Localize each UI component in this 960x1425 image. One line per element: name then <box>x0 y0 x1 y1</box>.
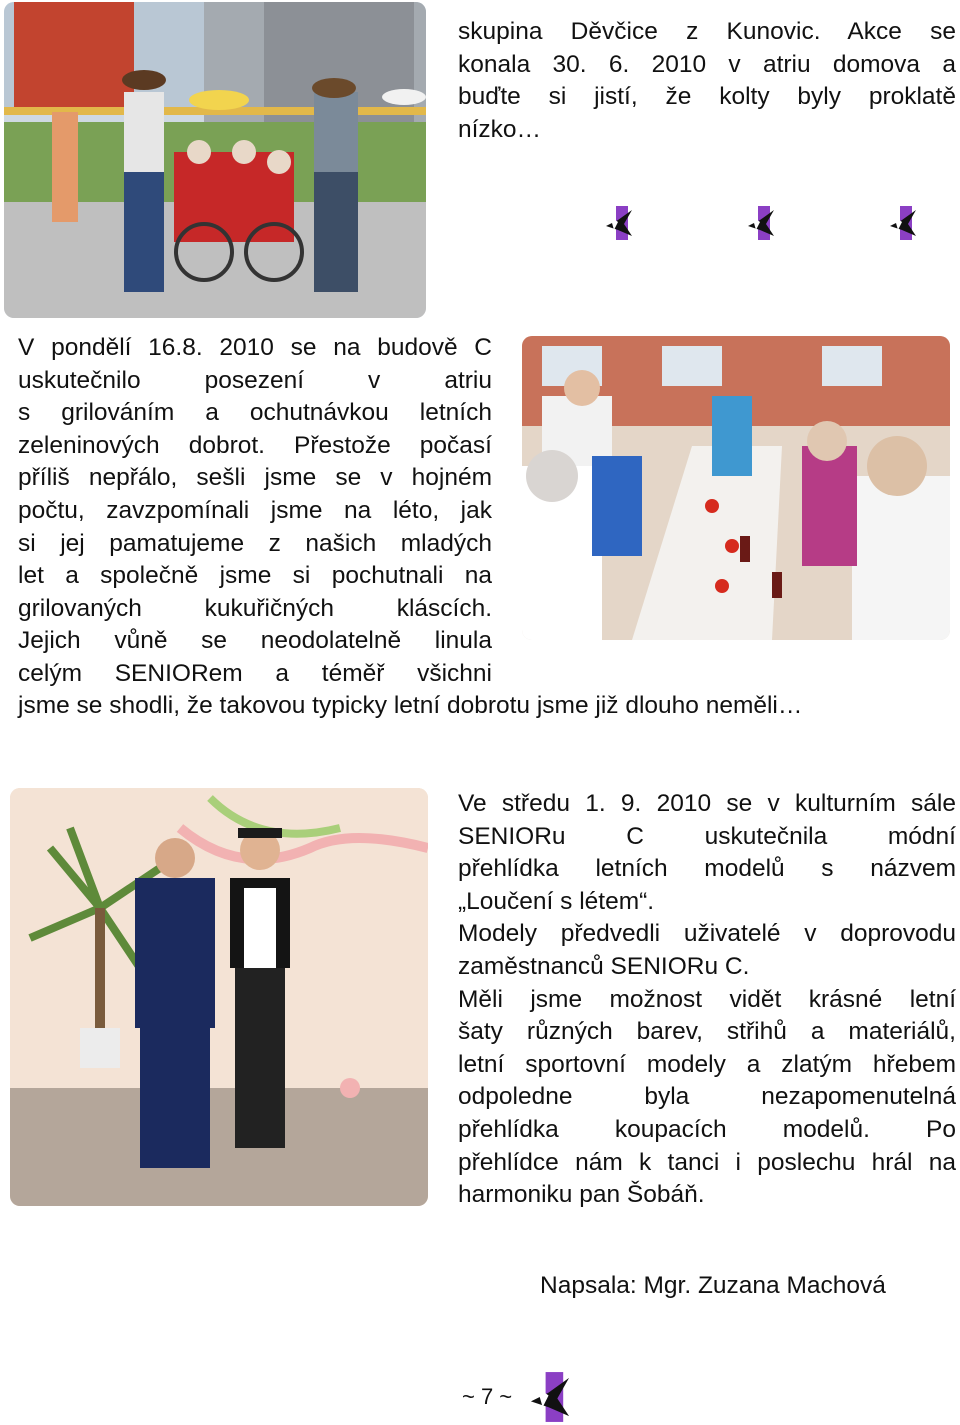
text-line: Jejich vůně se neodolatelně linula <box>18 627 492 655</box>
text-line: odpoledne byla nezapomenutelná <box>458 1083 956 1111</box>
text-line: let a společně jsme si pochutnali na <box>18 562 492 590</box>
grilling-gathering-photo <box>522 336 950 640</box>
page-number: ~ 7 ~ <box>462 1384 513 1409</box>
author-signature: Napsala: Mgr. Zuzana Machová <box>540 1272 886 1299</box>
text-line: nízko… <box>458 115 542 143</box>
text-line: skupina Děvčice z Kunovic. Akce se <box>458 18 956 45</box>
text-line: harmoniku pan Šobáň. <box>458 1181 705 1209</box>
text-line: přehlídka letních modelů s názvem <box>458 855 956 883</box>
text-line: počtu, zavzpomínali jsme na léto, jak <box>18 496 492 524</box>
swallow-logo-icon <box>528 1372 572 1422</box>
text-line: s grilováním a ochutnávkou letních <box>18 399 492 427</box>
text-line: letní sportovní modely a zlatým hřebem <box>458 1050 956 1078</box>
text-line: celým SENIORem a téměř všichni <box>18 659 492 687</box>
text-line: Ve středu 1. 9. 2010 se v kulturním sále <box>458 790 956 817</box>
text-line: „Loučení s létem“. <box>458 887 655 915</box>
fashion-show-paragraph <box>458 788 956 1212</box>
text-line: zeleninových dobrot. Přestože počasí <box>18 431 492 459</box>
text-line: uskutečnilo posezení v atriu <box>18 366 492 394</box>
text-line: SENIORu C uskutečnila módní <box>458 822 956 850</box>
text-line: buďte si jistí, že kolty byly proklatě <box>458 83 956 111</box>
text-line: V pondělí 16.8. 2010 se na budově C <box>18 334 492 361</box>
swallow-logo-icon <box>604 206 634 240</box>
grilling-final-line: jsme se shodli, že takovou typicky letní dobrotu jsme již dlouho neměli… <box>18 692 803 719</box>
western-dance-photo <box>4 2 426 318</box>
grilling-paragraph <box>18 332 492 691</box>
swallow-logo-icon <box>888 206 918 240</box>
text-line: si jej pamatujeme z našich mladých <box>18 529 492 557</box>
fashion-show-photo <box>10 788 428 1206</box>
text-line: grilovaných kukuřičných kláscích. <box>18 594 492 622</box>
text-line: přehlídce nám k tanci i poslechu hrál na <box>458 1148 956 1176</box>
text-line: konala 30. 6. 2010 v atriu domova a <box>458 50 956 78</box>
intro-paragraph <box>458 16 956 146</box>
text-line: přehlídka koupacích modelů. Po <box>458 1115 956 1143</box>
text-line: Modely předvedli uživatelé v doprovodu <box>458 920 956 948</box>
text-line: Měli jsme možnost vidět krásné letní <box>458 985 956 1013</box>
swallow-logo-icon <box>746 206 776 240</box>
text-line: zaměstnanců SENIORu C. <box>458 952 750 980</box>
text-line: šaty různých barev, střihů a materiálů, <box>458 1018 956 1046</box>
text-line: příliš nepřálo, sešli jsme se v hojném <box>18 464 492 492</box>
